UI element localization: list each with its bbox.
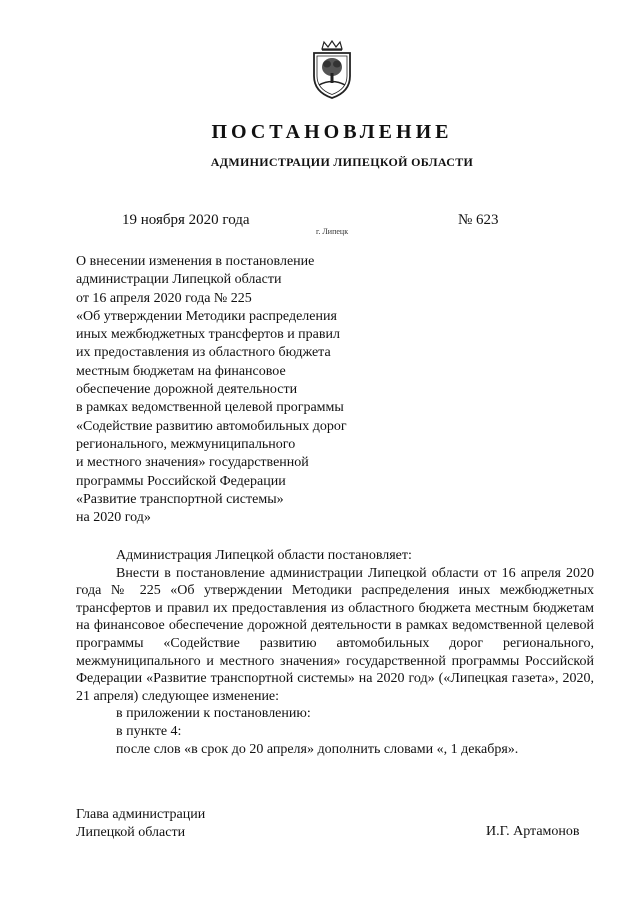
signature-position-line: Липецкой области [76,825,186,840]
subject-line: и местного значения» государственной [76,455,309,471]
body-item: в приложении к постановлению: [116,706,311,722]
subject-line: «Развитие транспортной системы» [76,491,284,507]
subject-line: регионального, межмуниципального [76,436,296,452]
document-city: г. Липецк [316,227,349,236]
signature-position-line: Глава администрации [76,807,206,822]
subject-line: «Содействие развитию автомобильных дорог [76,418,347,434]
body-item: в пункте 4: [116,723,182,739]
subject-line: на 2020 год» [76,510,151,526]
document-body [76,547,594,758]
subject-line: их предоставления из областного бюджета [76,345,331,361]
body-main-paragraph: Внести в постановление администрации Липецкой области от 16 апреля 2020 года № 225 «Об утверждении Методики распределения иных межбюджетных трансфертов и правил их предоставления из областного бюджета местным бюджетам на финансовое обеспечение дорожной деятельности в рамках ведомственной целевой программы «Содействие развитию автомобильных дорог регионального, межмуниципального и местного значения» государственной программы Российской Федерации «Развитие транспортной системы» на 2020 год» («Липецкая газета», 2020, 21 апреля) следующее изменение: [76,565,594,704]
lipetsk-coat-of-arms-icon [308,40,356,100]
subject-line: в рамках ведомственной целевой программы [76,400,344,416]
subject-line: программы Российской Федерации [76,473,286,489]
subject-line: от 16 апреля 2020 года № 225 [76,290,252,306]
body-item: после слов «в срок до 20 апреля» дополнить словами «, 1 декабря». [116,741,519,757]
signature-name: И.Г. Артамонов [486,824,580,839]
document-number: № 623 [458,212,499,228]
document-title: ПОСТАНОВЛЕНИЕ [211,121,453,143]
subject-line: «Об утверждении Методики распределения [76,308,337,324]
subject-line: иных межбюджетных трансфертов и правил [76,327,340,343]
document-subject [76,253,396,527]
signature-position [76,806,205,842]
document-subtitle: АДМИНИСТРАЦИИ ЛИПЕЦКОЙ ОБЛАСТИ [210,155,474,169]
subject-line: администрации Липецкой области [76,272,282,288]
subject-line: обеспечение дорожной деятельности [76,382,298,398]
body-intro: Администрация Липецкой области постановляет: [116,548,412,563]
subject-line: О внесении изменения в постановление [76,254,315,269]
subject-line: местным бюджетам на финансовое [76,363,286,379]
document-date: 19 ноября 2020 года [122,212,250,228]
